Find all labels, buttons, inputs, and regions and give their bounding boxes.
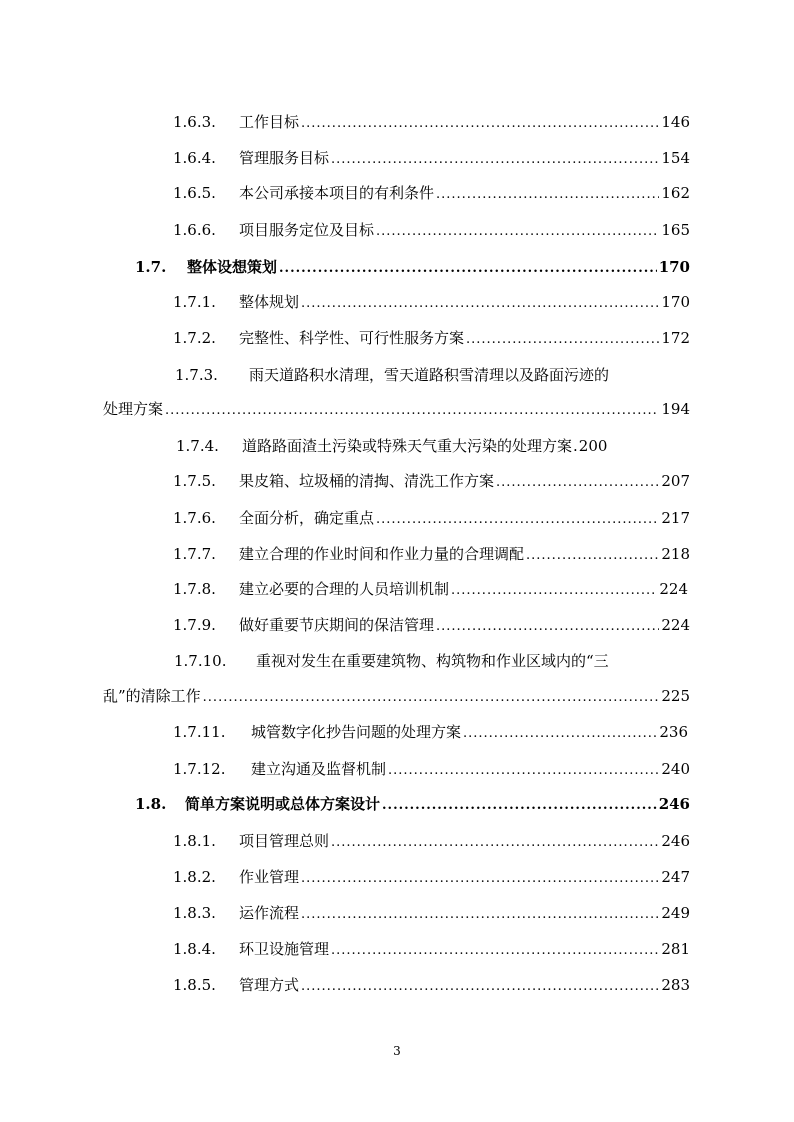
toc-entry[interactable] — [0, 325, 794, 351]
toc-entry[interactable] — [0, 576, 794, 602]
toc-entry-continuation[interactable] — [0, 396, 794, 422]
toc-number: 1.8.5. — [173, 976, 216, 994]
toc-number: 1.6.4. — [173, 149, 216, 167]
toc-title: 做好重要节庆期间的保洁管理 — [239, 616, 435, 634]
toc-title: 简单方案说明或总体方案设计 — [185, 795, 381, 813]
toc-entry[interactable] — [174, 648, 690, 674]
leader-dots — [526, 543, 659, 569]
toc-number: 1.7.6. — [173, 509, 216, 527]
leader-dots — [376, 219, 659, 245]
toc-number: 1.7.2. — [173, 329, 216, 347]
toc-title: 整体设想策划 — [187, 258, 278, 276]
toc-page: 170 — [658, 258, 690, 276]
toc-number: 1.7.4. — [176, 437, 219, 455]
toc-number: 1.7.1. — [173, 293, 216, 311]
toc-entry[interactable] — [0, 612, 794, 638]
leader-dots — [376, 507, 659, 533]
toc-title: 重视对发生在重要建筑物、构筑物和作业区域内的“三 — [256, 652, 609, 670]
toc-page: 224 — [659, 580, 688, 598]
toc-entry[interactable] — [0, 719, 794, 745]
leader-dots — [301, 974, 659, 1000]
toc-title: 整体规划 — [239, 293, 300, 311]
toc-entry-continuation[interactable] — [0, 683, 794, 709]
leader-dots — [203, 685, 660, 711]
toc-number: 1.7. — [135, 258, 167, 276]
toc-title: 道路路面渣土污染或特殊天气重大污染的处理方案 — [242, 437, 573, 455]
leader-dots — [463, 721, 657, 747]
toc-page: 281 — [661, 940, 690, 958]
toc-page: 154 — [661, 149, 690, 167]
toc-entry[interactable] — [0, 217, 794, 243]
toc-title: 全面分析，确定重点 — [239, 509, 375, 527]
toc-number: 1.7.3. — [175, 366, 218, 384]
toc-entry[interactable] — [0, 433, 794, 459]
leader-dots — [279, 256, 657, 282]
toc-number: 1.8.3. — [173, 904, 216, 922]
toc-title-continuation: 乱”的清除工作 — [103, 687, 201, 705]
leader-dots — [331, 830, 659, 856]
toc-number: 1.7.8. — [173, 580, 216, 598]
toc-number: 1.6.6. — [173, 221, 216, 239]
toc-entry[interactable] — [0, 468, 794, 494]
leader-dots — [331, 147, 659, 173]
toc-number: 1.7.9. — [173, 616, 216, 634]
toc-entry[interactable] — [0, 145, 794, 171]
toc-page: 236 — [659, 723, 688, 741]
toc-title: 项目服务定位及目标 — [239, 221, 375, 239]
toc-page: 207 — [661, 472, 690, 490]
leader-dots — [331, 938, 659, 964]
toc-title: 管理服务目标 — [239, 149, 330, 167]
leader-dots — [436, 182, 659, 208]
toc-entry[interactable] — [0, 972, 794, 998]
leader-dots — [301, 902, 659, 928]
leader-dots — [451, 578, 657, 604]
toc-number: 1.7.10. — [174, 652, 227, 670]
toc-title: 作业管理 — [239, 868, 300, 886]
toc-title: 项目管理总则 — [239, 832, 330, 850]
toc-number: 1.8.4. — [173, 940, 216, 958]
toc-title: 雨天道路积水清理，雪天道路积雪清理以及路面污迹的 — [249, 366, 610, 384]
toc-page: 217 — [661, 509, 690, 527]
toc-entry[interactable] — [175, 362, 690, 388]
toc-entry[interactable] — [0, 180, 794, 206]
toc-number: 1.7.12. — [173, 760, 226, 778]
toc-title: 果皮箱、垃圾桶的清掏、清洗工作方案 — [239, 472, 495, 490]
toc-page: 246 — [661, 832, 690, 850]
toc-title: 工作目标 — [239, 113, 300, 131]
toc-entry[interactable] — [0, 109, 794, 135]
toc-entry[interactable] — [0, 936, 794, 962]
toc-page: 194 — [661, 400, 690, 418]
toc-entry[interactable] — [0, 505, 794, 531]
toc-page: 225 — [661, 687, 690, 705]
page-number: 3 — [393, 1044, 401, 1058]
toc-entry[interactable] — [0, 541, 794, 567]
toc-title: 管理方式 — [239, 976, 300, 994]
leader-dots — [496, 470, 659, 496]
toc-page: 218 — [661, 545, 690, 563]
toc-section-entry[interactable] — [0, 791, 794, 817]
leader-dots — [436, 614, 659, 640]
toc-page: 170 — [661, 293, 690, 311]
toc-page: 240 — [661, 760, 690, 778]
toc-title: 建立沟通及监督机制 — [251, 760, 387, 778]
toc-page: 200 — [578, 437, 608, 455]
toc-title: 完整性、科学性、可行性服务方案 — [239, 329, 465, 347]
toc-page: 172 — [661, 329, 690, 347]
toc-number: 1.6.3. — [173, 113, 216, 131]
toc-page: 146 — [661, 113, 690, 131]
toc-number: 1.7.7. — [173, 545, 216, 563]
toc-entry[interactable] — [0, 289, 794, 315]
leader-dots — [301, 866, 659, 892]
toc-number: 1.8.1. — [173, 832, 216, 850]
toc-title: 建立必要的合理的人员培训机制 — [239, 580, 450, 598]
leader-dots — [382, 793, 657, 819]
leader-dot: . — [573, 437, 578, 455]
toc-title: 建立合理的作业时间和作业力量的合理调配 — [239, 545, 525, 563]
toc-title-continuation: 处理方案 — [103, 400, 164, 418]
toc-title: 本公司承接本项目的有利条件 — [239, 184, 435, 202]
toc-number: 1.8. — [135, 795, 167, 813]
toc-page: 165 — [661, 221, 690, 239]
toc-page: 283 — [661, 976, 690, 994]
leader-dots — [388, 758, 659, 784]
toc-page: 247 — [661, 868, 690, 886]
toc-title: 环卫设施管理 — [239, 940, 330, 958]
toc-entry[interactable] — [0, 864, 794, 890]
leader-dots — [466, 327, 659, 353]
toc-page: 224 — [661, 616, 690, 634]
toc-entry[interactable] — [0, 756, 794, 782]
toc-entry[interactable] — [0, 828, 794, 854]
toc-page: 162 — [661, 184, 690, 202]
leader-dots — [301, 111, 659, 137]
toc-page: 246 — [658, 795, 690, 813]
toc-section-entry[interactable] — [0, 254, 794, 280]
toc-number: 1.6.5. — [173, 184, 216, 202]
toc-entry[interactable] — [0, 900, 794, 926]
toc-page: 249 — [661, 904, 690, 922]
leader-dots — [165, 398, 659, 424]
toc-number: 1.7.11. — [173, 723, 226, 741]
toc-title: 城管数字化抄告问题的处理方案 — [251, 723, 462, 741]
toc-number: 1.7.5. — [173, 472, 216, 490]
toc-number: 1.8.2. — [173, 868, 216, 886]
leader-dots — [301, 291, 659, 317]
toc-title: 运作流程 — [239, 904, 300, 922]
